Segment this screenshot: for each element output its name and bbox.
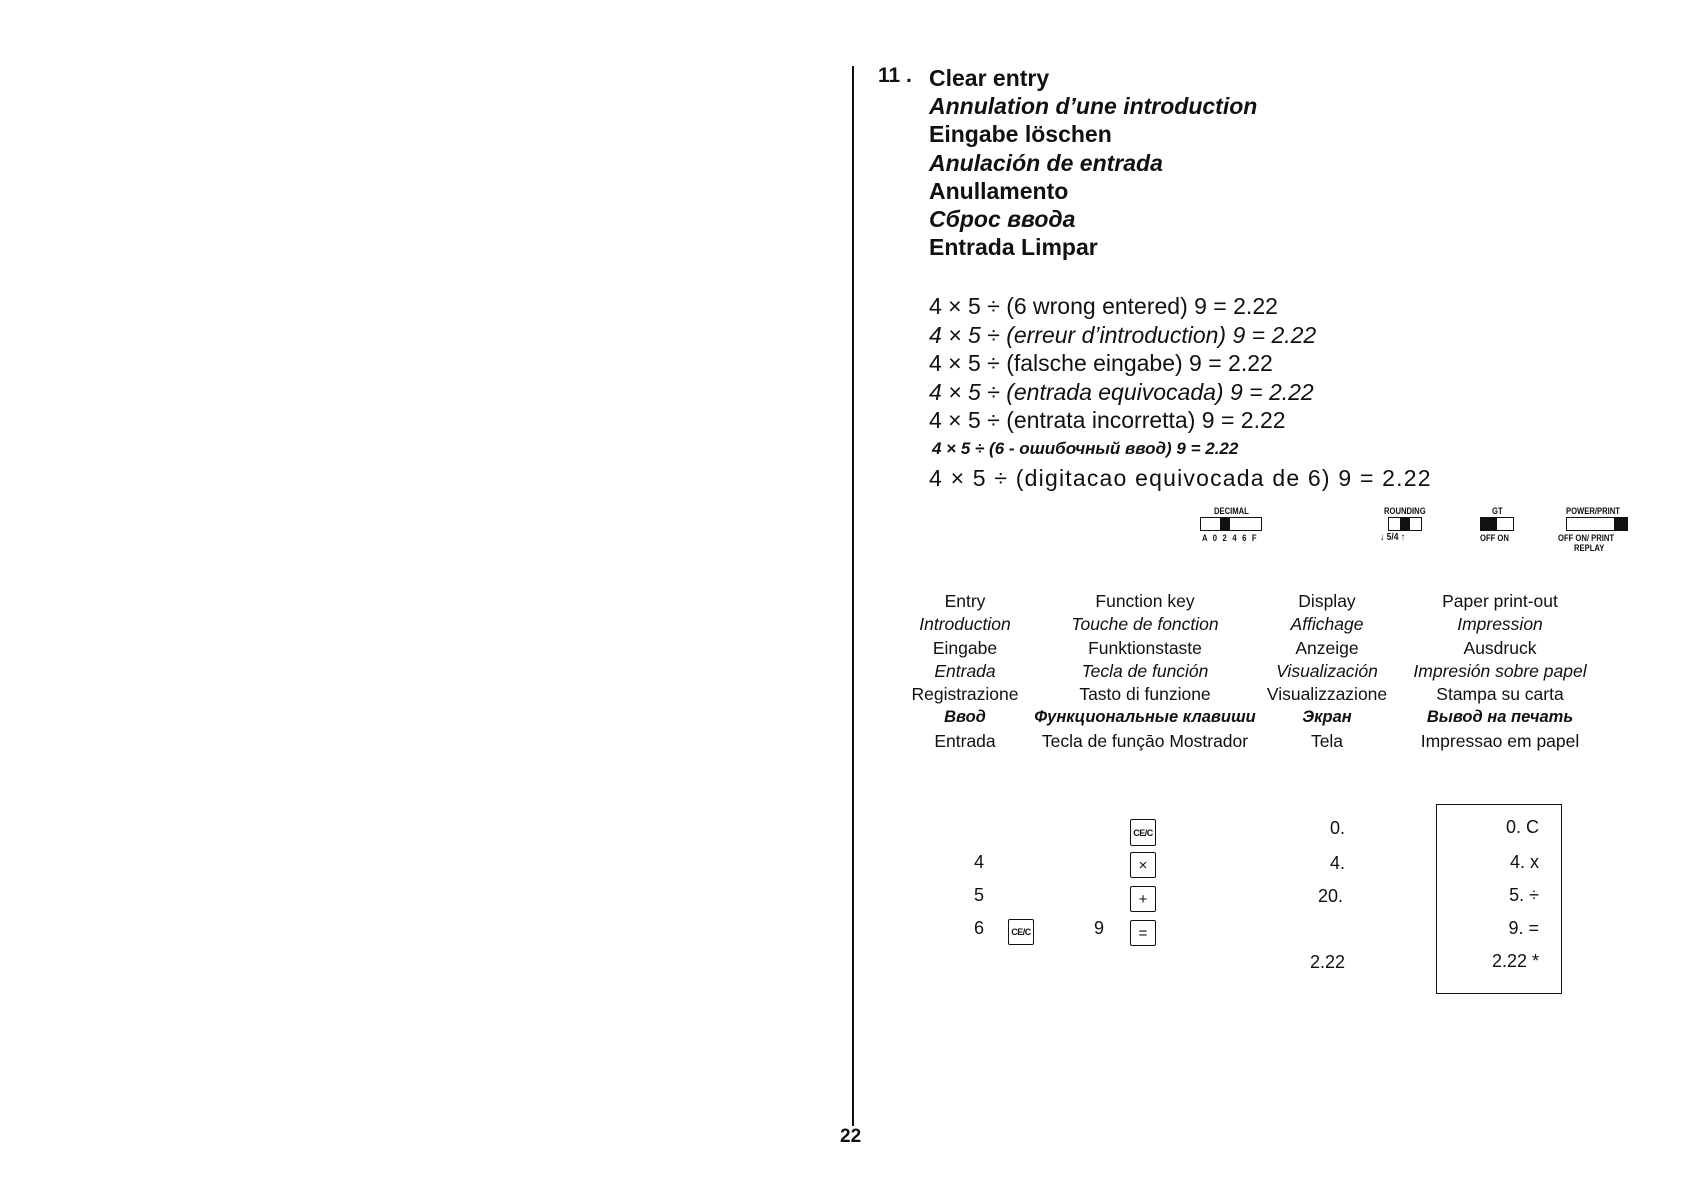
tape-line: 9. = (1508, 918, 1539, 938)
display-value: 4. (1330, 853, 1346, 873)
paper-tape (1436, 804, 1562, 994)
multiply-key: × (1130, 852, 1156, 878)
example-ru: 4 × 5 ÷ (6 - ошибочный ввод) 9 = 2.22 (932, 438, 1239, 458)
column-header-entry: Entry Introduction Eingabe Entrada Registrazione Ввод Entrada (911, 591, 1019, 751)
example-list (929, 292, 1432, 492)
example-en: 4 × 5 ÷ (6 wrong entered) 9 = 2.22 (929, 293, 1278, 319)
tape-line: 2.22 * (1491, 951, 1539, 971)
title-de: Eingabe löschen (929, 121, 1112, 148)
entry-value: 4 (974, 852, 985, 872)
power-switch-knob (1614, 517, 1628, 531)
divide-key: + (1130, 886, 1156, 912)
title-pt: Entrada Limpar (929, 234, 1098, 261)
decimal-scale: A 0 2 4 6 F (1202, 533, 1259, 543)
example-de: 4 × 5 ÷ (falsche eingabe) 9 = 2.22 (929, 350, 1273, 377)
gt-scale: OFF ON (1480, 533, 1509, 543)
decimal-switch-body (1200, 517, 1262, 531)
ce-c-key: CE/C (1008, 919, 1034, 945)
power-scale-sub: REPLAY (1574, 543, 1605, 553)
display-value: 2.22 (1310, 952, 1346, 972)
rounding-switch-knob (1400, 517, 1410, 531)
column-header-function-key: Function key Touche de fonction Funktionstaste Tecla de función Tasto di funzione Функциональные клавиши Tecla de funçāo Mostrador (1034, 591, 1256, 751)
tape-line: 5. ÷ (1509, 885, 1539, 905)
display-value: 0. (1330, 818, 1346, 838)
example-es: 4 × 5 ÷ (entrada equivocada) 9 = 2.22 (929, 378, 1314, 405)
power-scale: OFF ON/ PRINT (1558, 533, 1615, 543)
section-titles (929, 64, 1257, 261)
page-number: 22 (840, 1126, 862, 1147)
gt-switch-knob (1480, 517, 1497, 531)
example-fr: 4 × 5 ÷ (erreur d’introduction) 9 = 2.22 (929, 321, 1317, 348)
section-number: 11 . (878, 64, 912, 87)
margin-rule (852, 66, 854, 1126)
column-header-display: Display Affichage Anzeige Visualización Visualizzazione Экран Tela (1266, 591, 1388, 751)
entry-value: 6 (974, 918, 985, 938)
title-it: Anullamento (929, 177, 1069, 204)
decimal-switch-knob (1220, 517, 1230, 531)
gt-label: GT (1492, 506, 1503, 516)
title-ru: Сброс ввода (929, 206, 1076, 233)
entry-value: 9 (1094, 918, 1105, 938)
decimal-label: DECIMAL (1214, 506, 1249, 516)
equals-key: = (1130, 920, 1156, 946)
tape-line: 4. x (1509, 852, 1539, 872)
rounding-label: ROUNDING (1384, 506, 1426, 516)
rounding-scale: ↓ 5/4 ↑ (1380, 532, 1406, 543)
title-es: Anulación de entrada (929, 149, 1163, 176)
ce-c-key: CE/C (1130, 819, 1156, 846)
tape-line: 0. C (1505, 817, 1539, 837)
example-it: 4 × 5 ÷ (entrata incorretta) 9 = 2.22 (929, 407, 1286, 434)
title-fr: Annulation d’une introduction (929, 93, 1258, 120)
power-label: POWER/PRINT (1566, 506, 1620, 516)
column-header-paper: Paper print-out Impression Ausdruck Impresión sobre papel Stampa su carta Вывод на печать Impressao em papel (1413, 591, 1587, 751)
example-pt: 4 × 5 ÷ (digitacao equivocada de 6) 9 = 2.22 (929, 464, 1432, 491)
entry-value: 5 (974, 885, 985, 905)
title-en: Clear entry (929, 65, 1050, 91)
display-value: 20. (1318, 886, 1344, 906)
